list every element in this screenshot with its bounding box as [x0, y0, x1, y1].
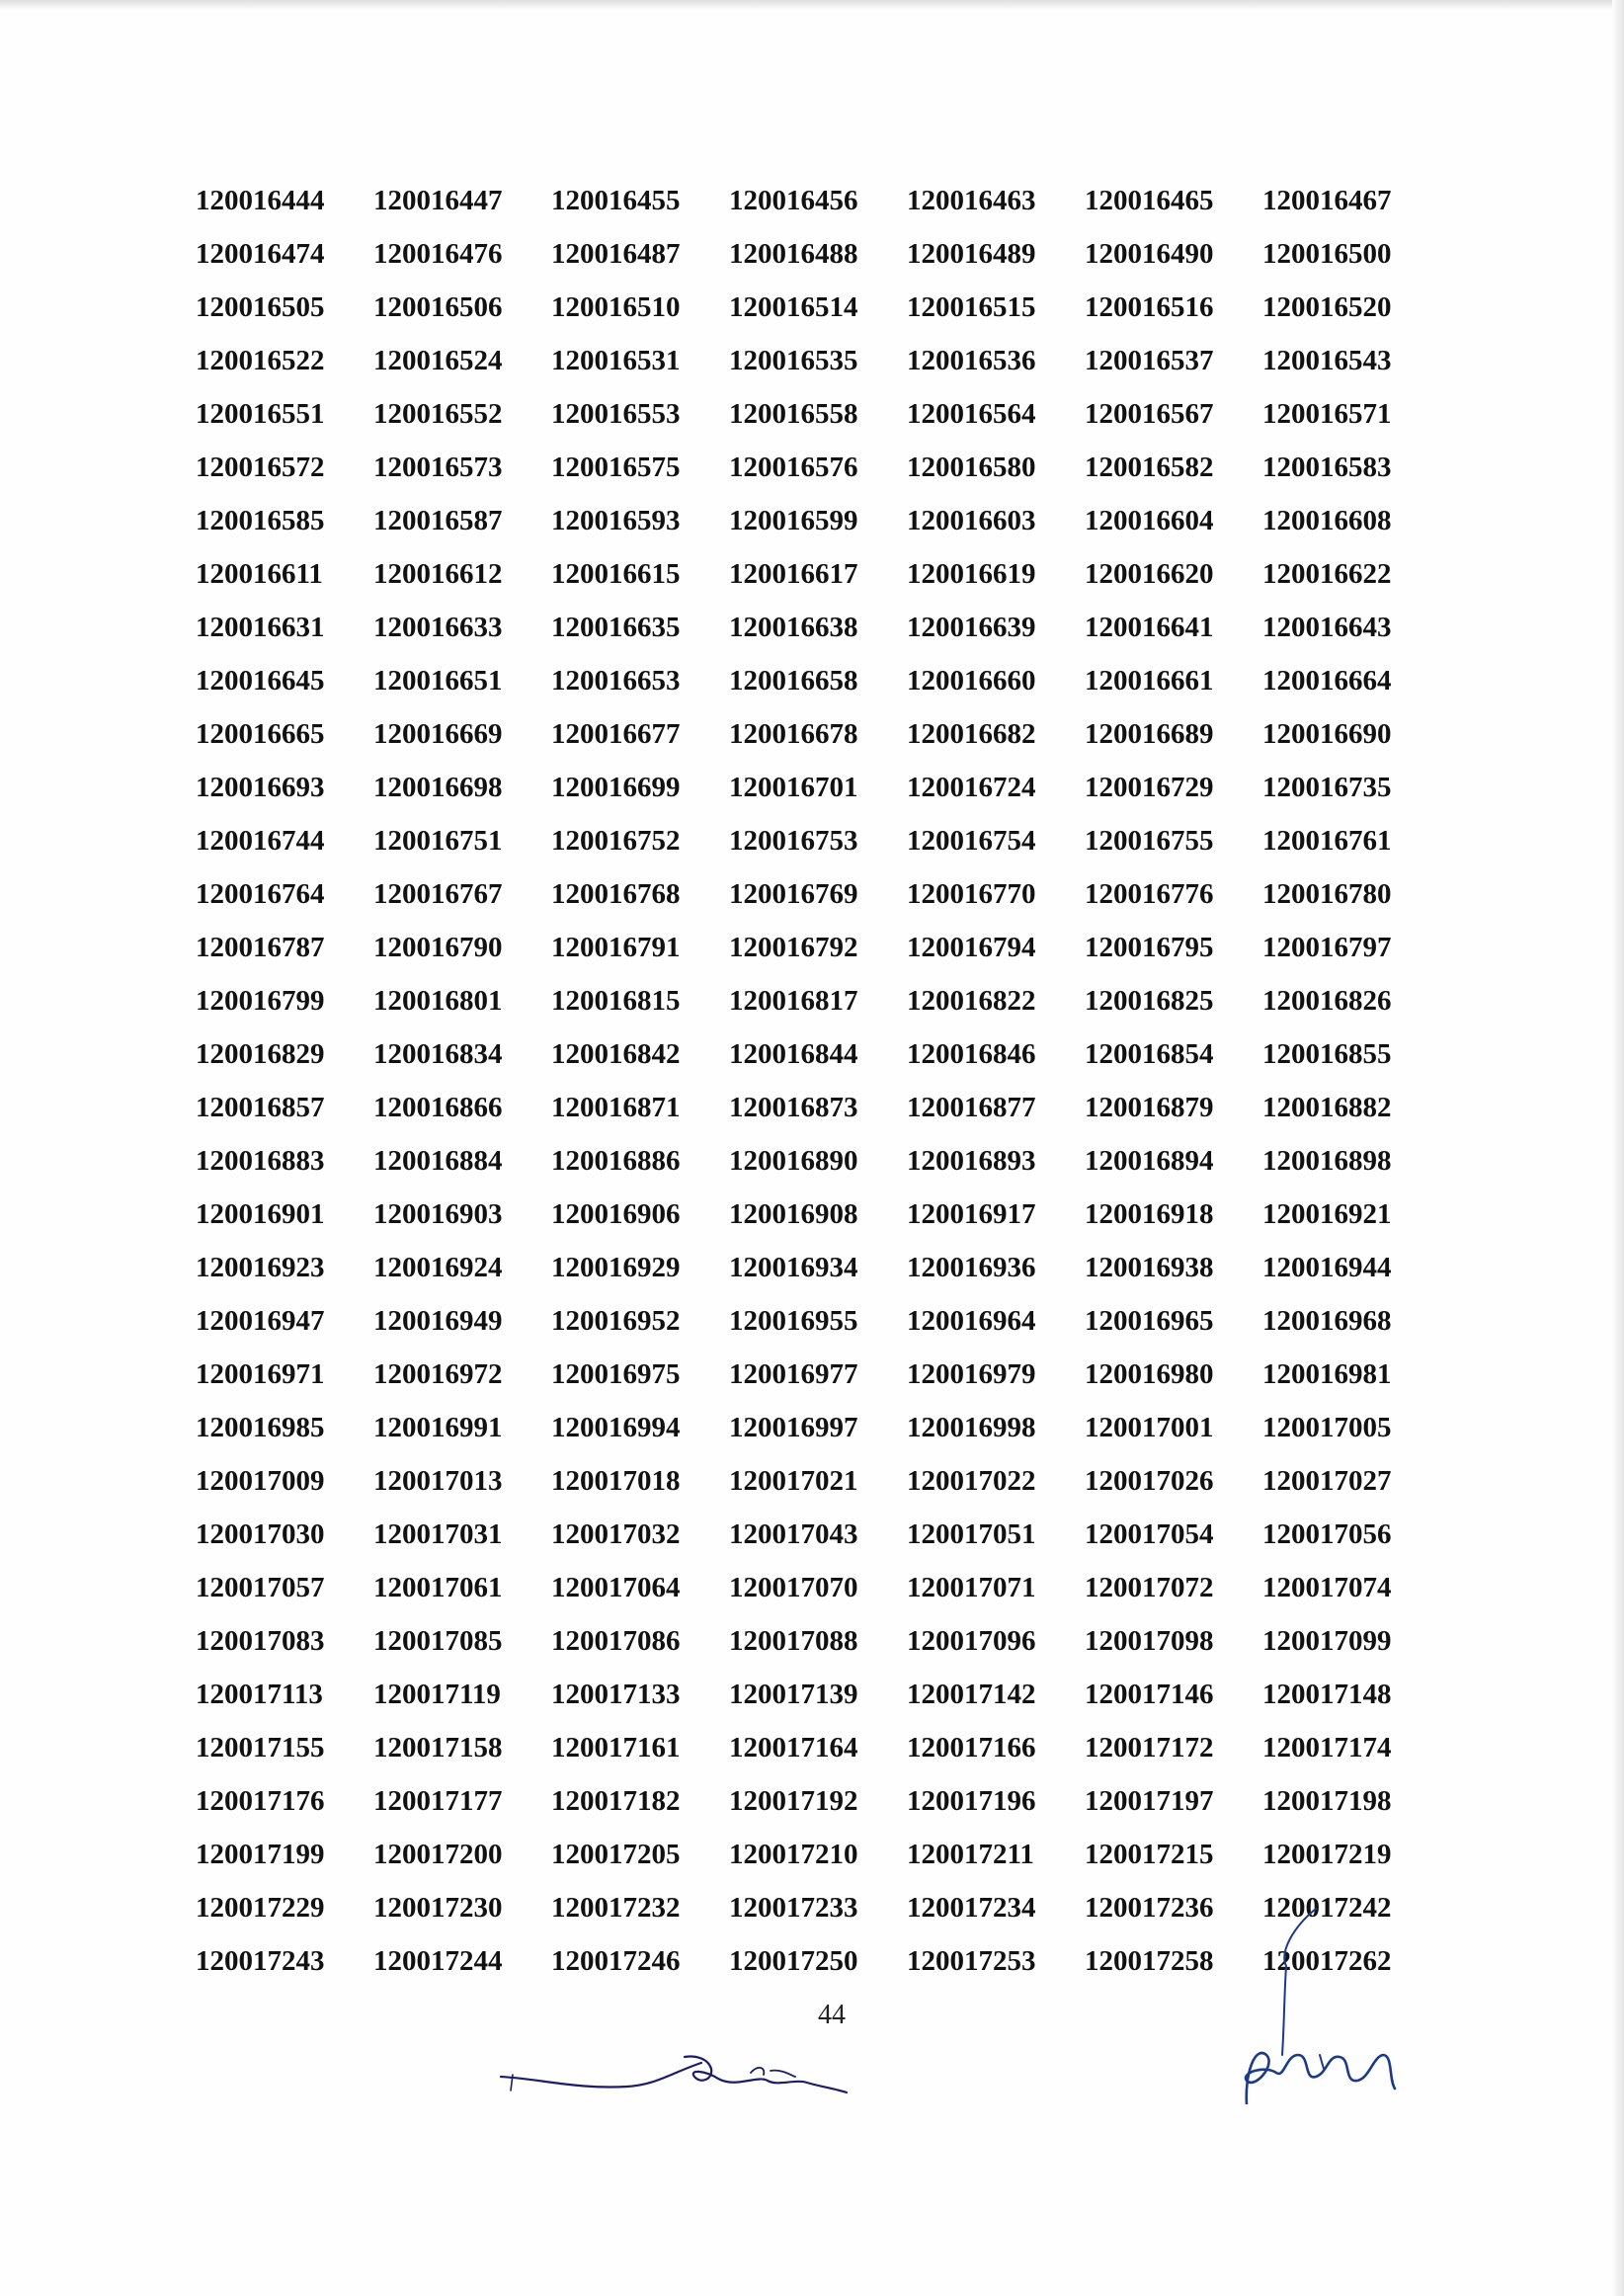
roll-number-cell: 120017026 [1085, 1464, 1214, 1497]
roll-number-cell: 120016980 [1085, 1357, 1214, 1390]
roll-number-cell: 120016817 [729, 984, 858, 1017]
roll-number-cell: 120016467 [1262, 184, 1392, 216]
roll-number-cell: 120016516 [1085, 290, 1214, 323]
roll-number-cell: 120017119 [373, 1678, 501, 1710]
table-row [196, 974, 1411, 1027]
roll-number-cell: 120016981 [1262, 1357, 1392, 1390]
roll-number-cell: 120016489 [907, 237, 1036, 270]
table-row [196, 1668, 1411, 1721]
roll-number-cell: 120016645 [196, 664, 325, 697]
roll-number-cell: 120017005 [1262, 1411, 1392, 1443]
roll-number-cell: 120017158 [373, 1731, 503, 1763]
roll-number-cell: 120016572 [196, 451, 325, 483]
roll-number-cell: 120016829 [196, 1037, 325, 1070]
roll-number-cell: 120017205 [551, 1838, 681, 1870]
roll-number-cell: 120016619 [907, 557, 1036, 590]
roll-number-cell: 120016866 [373, 1091, 503, 1123]
roll-number-cell: 120016792 [729, 931, 858, 963]
table-row [196, 921, 1411, 974]
roll-number-cell: 120017166 [907, 1731, 1036, 1763]
roll-number-cell: 120017139 [729, 1678, 858, 1710]
roll-number-cell: 120016575 [551, 451, 681, 483]
roll-number-cell: 120017072 [1085, 1571, 1214, 1603]
table-row [196, 174, 1411, 227]
roll-number-cell: 120017219 [1262, 1838, 1392, 1870]
roll-number-cell: 120016768 [551, 877, 681, 910]
roll-number-cell: 120016923 [196, 1251, 325, 1283]
roll-number-cell: 120016585 [196, 504, 325, 536]
roll-number-cell: 120016701 [729, 771, 858, 803]
roll-number-cell: 120016917 [907, 1197, 1036, 1230]
roll-number-cell: 120017057 [196, 1571, 325, 1603]
roll-number-cell: 120016678 [729, 717, 858, 750]
table-row [196, 1134, 1411, 1188]
roll-number-cell: 120016975 [551, 1357, 681, 1390]
roll-number-cell: 120017230 [373, 1891, 503, 1924]
roll-number-cell: 120017027 [1262, 1464, 1392, 1497]
roll-number-cell: 120016753 [729, 824, 858, 857]
roll-number-cell: 120017056 [1262, 1517, 1392, 1550]
roll-number-cell: 120016622 [1262, 557, 1392, 590]
roll-number-cell: 120017088 [729, 1624, 858, 1657]
roll-number-cell: 120016689 [1085, 717, 1214, 750]
roll-number-cell: 120016894 [1085, 1144, 1214, 1177]
roll-number-cell: 120017164 [729, 1731, 858, 1763]
roll-number-cell: 120017133 [551, 1678, 681, 1710]
table-row [196, 707, 1411, 761]
table-row [196, 547, 1411, 601]
roll-number-cell: 120017192 [729, 1784, 858, 1817]
roll-number-cell: 120017182 [551, 1784, 681, 1817]
roll-number-cell: 120016699 [551, 771, 681, 803]
roll-number-cell: 120016901 [196, 1197, 325, 1230]
roll-number-cell: 120016698 [373, 771, 503, 803]
roll-number-cell: 120016514 [729, 290, 858, 323]
roll-number-cell: 120016929 [551, 1251, 681, 1283]
roll-number-cell: 120017243 [196, 1944, 325, 1977]
roll-number-cell: 120016834 [373, 1037, 503, 1070]
roll-number-cell: 120017054 [1085, 1517, 1214, 1550]
roll-number-cell: 120016665 [196, 717, 325, 750]
roll-number-cell: 120016883 [196, 1144, 325, 1177]
roll-number-cell: 120017210 [729, 1838, 858, 1870]
roll-number-cell: 120016604 [1085, 504, 1214, 536]
roll-number-cell: 120016964 [907, 1304, 1036, 1337]
roll-number-cell: 120016921 [1262, 1197, 1392, 1230]
roll-number-cell: 120016877 [907, 1091, 1036, 1123]
roll-number-cell: 120016764 [196, 877, 325, 910]
roll-number-cell: 120017074 [1262, 1571, 1392, 1603]
roll-number-cell: 120016955 [729, 1304, 858, 1337]
roll-number-cell: 120016949 [373, 1304, 503, 1337]
signature-left [499, 2035, 850, 2104]
roll-number-cell: 120017211 [907, 1838, 1034, 1870]
roll-number-cell: 120016965 [1085, 1304, 1214, 1337]
roll-number-cell: 120016846 [907, 1037, 1036, 1070]
roll-number-cell: 120017085 [373, 1624, 503, 1657]
roll-number-cell: 120017232 [551, 1891, 681, 1924]
roll-number-cell: 120017242 [1262, 1891, 1392, 1924]
roll-number-cell: 120017176 [196, 1784, 325, 1817]
roll-number-cell: 120016822 [907, 984, 1036, 1017]
roll-number-cell: 120017198 [1262, 1784, 1392, 1817]
table-row [196, 1454, 1411, 1508]
roll-number-cell: 120017233 [729, 1891, 858, 1924]
roll-number-cell: 120016979 [907, 1357, 1036, 1390]
table-row [196, 1241, 1411, 1294]
roll-number-cell: 120016906 [551, 1197, 681, 1230]
roll-number-cell: 120016587 [373, 504, 503, 536]
roll-number-cell: 120016677 [551, 717, 681, 750]
roll-number-cell: 120017021 [729, 1464, 858, 1497]
signature-left-drawing [499, 2035, 850, 2104]
table-row [196, 761, 1411, 814]
roll-number-cell: 120016998 [907, 1411, 1036, 1443]
table-row [196, 1614, 1411, 1668]
roll-number-cell: 120016669 [373, 717, 503, 750]
roll-number-cell: 120016729 [1085, 771, 1214, 803]
roll-number-cell: 120016611 [196, 557, 323, 590]
roll-number-cell: 120016593 [551, 504, 681, 536]
table-row [196, 1401, 1411, 1454]
roll-number-cell: 120016633 [373, 611, 503, 643]
table-row [196, 1294, 1411, 1348]
roll-number-cell: 120016635 [551, 611, 681, 643]
roll-number-cell: 120016631 [196, 611, 325, 643]
roll-number-cell: 120017253 [907, 1944, 1036, 1977]
table-row [196, 387, 1411, 441]
roll-number-table [196, 174, 1411, 1988]
roll-number-cell: 120016985 [196, 1411, 325, 1443]
roll-number-cell: 120016944 [1262, 1251, 1392, 1283]
roll-number-cell: 120016444 [196, 184, 325, 216]
roll-number-cell: 120017146 [1085, 1678, 1214, 1710]
roll-number-cell: 120016801 [373, 984, 503, 1017]
roll-number-cell: 120016455 [551, 184, 681, 216]
roll-number-cell: 120016776 [1085, 877, 1214, 910]
roll-number-cell: 120017250 [729, 1944, 858, 1977]
roll-number-cell: 120016886 [551, 1144, 681, 1177]
roll-number-cell: 120016543 [1262, 344, 1392, 376]
roll-number-cell: 120016580 [907, 451, 1036, 483]
roll-number-cell: 120016799 [196, 984, 325, 1017]
roll-number-cell: 120016879 [1085, 1091, 1214, 1123]
roll-number-cell: 120016735 [1262, 771, 1392, 803]
roll-number-cell: 120017096 [907, 1624, 1036, 1657]
roll-number-cell: 120016947 [196, 1304, 325, 1337]
scan-border-right [1612, 0, 1624, 2296]
roll-number-cell: 120016826 [1262, 984, 1392, 1017]
roll-number-cell: 120016651 [373, 664, 503, 697]
roll-number-cell: 120016871 [551, 1091, 681, 1123]
roll-number-cell: 120017215 [1085, 1838, 1214, 1870]
page-number: 44 [818, 2000, 846, 2030]
roll-number-cell: 120017001 [1085, 1411, 1214, 1443]
roll-number-table-body [196, 174, 1411, 1988]
roll-number-cell: 120016583 [1262, 451, 1392, 483]
roll-number-cell: 120016465 [1085, 184, 1214, 216]
roll-number-cell: 120016612 [373, 557, 503, 590]
roll-number-cell: 120016997 [729, 1411, 858, 1443]
roll-number-cell: 120016664 [1262, 664, 1392, 697]
roll-number-cell: 120016893 [907, 1144, 1036, 1177]
roll-number-cell: 120017051 [907, 1517, 1036, 1550]
roll-number-cell: 120016522 [196, 344, 325, 376]
roll-number-cell: 120016968 [1262, 1304, 1392, 1337]
roll-number-cell: 120017099 [1262, 1624, 1392, 1657]
roll-number-cell: 120016797 [1262, 931, 1392, 963]
table-row [196, 601, 1411, 654]
roll-number-cell: 120016755 [1085, 824, 1214, 857]
roll-number-cell: 120016603 [907, 504, 1036, 536]
roll-number-cell: 120017196 [907, 1784, 1036, 1817]
roll-number-cell: 120016564 [907, 397, 1036, 430]
roll-number-cell: 120016790 [373, 931, 503, 963]
roll-number-cell: 120016515 [907, 290, 1036, 323]
roll-number-cell: 120016490 [1085, 237, 1214, 270]
roll-number-cell: 120016537 [1085, 344, 1214, 376]
roll-number-cell: 120016844 [729, 1037, 858, 1070]
roll-number-cell: 120016890 [729, 1144, 858, 1177]
roll-number-cell: 120016551 [196, 397, 325, 430]
roll-number-cell: 120016524 [373, 344, 503, 376]
roll-number-cell: 120016571 [1262, 397, 1392, 430]
roll-number-cell: 120016754 [907, 824, 1036, 857]
roll-number-cell: 120016474 [196, 237, 325, 270]
roll-number-cell: 120016857 [196, 1091, 325, 1123]
roll-number-cell: 120016638 [729, 611, 858, 643]
roll-number-cell: 120016825 [1085, 984, 1214, 1017]
roll-number-cell: 120016854 [1085, 1037, 1214, 1070]
roll-number-cell: 120016558 [729, 397, 858, 430]
roll-number-cell: 120016531 [551, 344, 681, 376]
roll-number-cell: 120016520 [1262, 290, 1392, 323]
roll-number-cell: 120016724 [907, 771, 1036, 803]
roll-number-cell: 120016617 [729, 557, 858, 590]
roll-number-cell: 120016487 [551, 237, 681, 270]
roll-number-cell: 120016761 [1262, 824, 1392, 857]
table-row [196, 1348, 1411, 1401]
roll-number-cell: 120017086 [551, 1624, 681, 1657]
roll-number-cell: 120017031 [373, 1517, 503, 1550]
roll-number-cell: 120016500 [1262, 237, 1392, 270]
roll-number-cell: 120017043 [729, 1517, 858, 1550]
roll-number-cell: 120016795 [1085, 931, 1214, 963]
table-row [196, 1561, 1411, 1614]
roll-number-cell: 120017229 [196, 1891, 325, 1924]
roll-number-cell: 120016599 [729, 504, 858, 536]
roll-number-cell: 120017262 [1262, 1944, 1392, 1977]
table-row [196, 441, 1411, 494]
roll-number-cell: 120016463 [907, 184, 1036, 216]
scan-border-top [0, 0, 1624, 10]
roll-number-cell: 120016553 [551, 397, 681, 430]
roll-number-cell: 120017234 [907, 1891, 1036, 1924]
roll-number-cell: 120017070 [729, 1571, 858, 1603]
roll-number-cell: 120016535 [729, 344, 858, 376]
table-row [196, 867, 1411, 921]
roll-number-cell: 120016661 [1085, 664, 1214, 697]
roll-number-cell: 120016488 [729, 237, 858, 270]
roll-number-cell: 120016615 [551, 557, 681, 590]
roll-number-cell: 120016952 [551, 1304, 681, 1337]
roll-number-cell: 120016938 [1085, 1251, 1214, 1283]
roll-number-cell: 120017013 [373, 1464, 503, 1497]
roll-number-cell: 120016767 [373, 877, 503, 910]
roll-number-cell: 120016751 [373, 824, 503, 857]
roll-number-cell: 120017061 [373, 1571, 503, 1603]
roll-number-cell: 120016693 [196, 771, 325, 803]
roll-number-cell: 120016815 [551, 984, 681, 1017]
roll-number-cell: 120017148 [1262, 1678, 1392, 1710]
roll-number-cell: 120016842 [551, 1037, 681, 1070]
roll-number-cell: 120017009 [196, 1464, 325, 1497]
roll-number-cell: 120017018 [551, 1464, 681, 1497]
roll-number-cell: 120016682 [907, 717, 1036, 750]
table-row [196, 1081, 1411, 1134]
roll-number-cell: 120016536 [907, 344, 1036, 376]
table-row [196, 814, 1411, 867]
signature-right [1225, 1907, 1398, 2104]
roll-number-cell: 120016456 [729, 184, 858, 216]
roll-number-cell: 120016855 [1262, 1037, 1392, 1070]
roll-number-cell: 120016780 [1262, 877, 1392, 910]
roll-number-cell: 120016641 [1085, 611, 1214, 643]
table-row [196, 1774, 1411, 1828]
roll-number-cell: 120016506 [373, 290, 503, 323]
roll-number-cell: 120017155 [196, 1731, 325, 1763]
roll-number-cell: 120017197 [1085, 1784, 1214, 1817]
roll-number-cell: 120016884 [373, 1144, 503, 1177]
roll-number-cell: 120016658 [729, 664, 858, 697]
roll-number-cell: 120016567 [1085, 397, 1214, 430]
roll-number-cell: 120016690 [1262, 717, 1392, 750]
roll-number-cell: 120017236 [1085, 1891, 1214, 1924]
roll-number-cell: 120016903 [373, 1197, 503, 1230]
roll-number-cell: 120016972 [373, 1357, 503, 1390]
table-row [196, 227, 1411, 281]
roll-number-cell: 120016770 [907, 877, 1036, 910]
roll-number-cell: 120016608 [1262, 504, 1392, 536]
roll-number-cell: 120016576 [729, 451, 858, 483]
roll-number-cell: 120016744 [196, 824, 325, 857]
roll-number-cell: 120017161 [551, 1731, 681, 1763]
roll-number-cell: 120016791 [551, 931, 681, 963]
table-row [196, 1721, 1411, 1774]
signature-right-drawing [1225, 1907, 1398, 2104]
roll-number-cell: 120016924 [373, 1251, 503, 1283]
roll-number-cell: 120016653 [551, 664, 681, 697]
table-row [196, 334, 1411, 387]
roll-number-cell: 120016977 [729, 1357, 858, 1390]
roll-number-cell: 120017030 [196, 1517, 325, 1550]
roll-number-cell: 120016643 [1262, 611, 1392, 643]
roll-number-cell: 120017071 [907, 1571, 1036, 1603]
roll-number-cell: 120016510 [551, 290, 681, 323]
roll-number-cell: 120016971 [196, 1357, 325, 1390]
roll-number-cell: 120016552 [373, 397, 503, 430]
roll-number-cell: 120016898 [1262, 1144, 1392, 1177]
roll-number-cell: 120017113 [196, 1678, 323, 1710]
table-row [196, 1188, 1411, 1241]
table-row [196, 1828, 1411, 1881]
roll-number-cell: 120017244 [373, 1944, 503, 1977]
roll-number-cell: 120016873 [729, 1091, 858, 1123]
roll-number-cell: 120017177 [373, 1784, 503, 1817]
roll-number-cell: 120017199 [196, 1838, 325, 1870]
roll-number-cell: 120016505 [196, 290, 325, 323]
roll-number-cell: 120017032 [551, 1517, 681, 1550]
roll-number-cell: 120017174 [1262, 1731, 1392, 1763]
table-row [196, 494, 1411, 547]
table-row [196, 281, 1411, 334]
roll-number-cell: 120016794 [907, 931, 1036, 963]
roll-number-cell: 120016908 [729, 1197, 858, 1230]
roll-number-cell: 120017064 [551, 1571, 681, 1603]
roll-number-cell: 120016934 [729, 1251, 858, 1283]
roll-number-cell: 120016769 [729, 877, 858, 910]
roll-number-cell: 120017083 [196, 1624, 325, 1657]
roll-number-cell: 120016639 [907, 611, 1036, 643]
roll-number-cell: 120016991 [373, 1411, 503, 1443]
roll-number-cell: 120016994 [551, 1411, 681, 1443]
roll-number-cell: 120016582 [1085, 451, 1214, 483]
roll-number-cell: 120017172 [1085, 1731, 1214, 1763]
roll-number-cell: 120017098 [1085, 1624, 1214, 1657]
roll-number-cell: 120017142 [907, 1678, 1036, 1710]
roll-number-cell: 120016447 [373, 184, 503, 216]
roll-number-cell: 120017246 [551, 1944, 681, 1977]
roll-number-cell: 120016476 [373, 237, 503, 270]
roll-number-cell: 120016573 [373, 451, 503, 483]
roll-number-cell: 120017200 [373, 1838, 503, 1870]
roll-number-cell: 120017022 [907, 1464, 1036, 1497]
roll-number-cell: 120016918 [1085, 1197, 1214, 1230]
roll-number-cell: 120016752 [551, 824, 681, 857]
roll-number-cell: 120016787 [196, 931, 325, 963]
roll-number-cell: 120017258 [1085, 1944, 1214, 1977]
roll-number-cell: 120016936 [907, 1251, 1036, 1283]
roll-number-cell: 120016660 [907, 664, 1036, 697]
table-row [196, 654, 1411, 707]
table-row [196, 1027, 1411, 1081]
table-row [196, 1508, 1411, 1561]
roll-number-cell: 120016882 [1262, 1091, 1392, 1123]
roll-number-cell: 120016620 [1085, 557, 1214, 590]
